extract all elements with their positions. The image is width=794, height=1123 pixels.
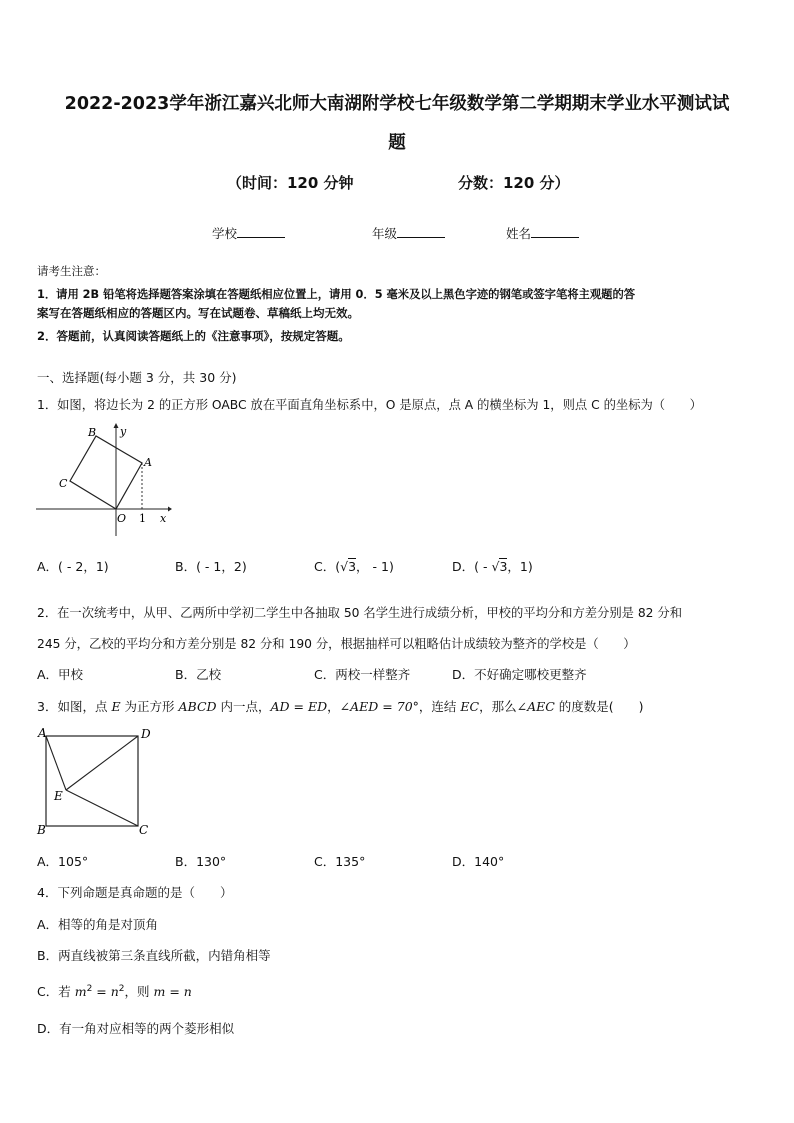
q3-option-a[interactable]: A．105° <box>37 854 89 869</box>
q1-label-x: x <box>160 512 167 525</box>
q3-option-d[interactable]: D．140° <box>452 854 505 869</box>
q2-option-a[interactable]: A．甲校 <box>37 667 84 682</box>
q2-stem-line2: 245 分，乙校的平均分和方差分别是 82 分和 190 分，根据抽样可以粗略估计成绩较为整齐的学校是（ ） <box>37 637 636 651</box>
q1-option-d-post: ，1) <box>507 559 533 574</box>
q3-label-D: D <box>141 727 151 741</box>
q1-option-b[interactable]: B．( - 1，2) <box>175 559 247 574</box>
q4-c-text: ，则 <box>124 984 154 999</box>
q3-stem <box>37 697 644 715</box>
q3-label-C: C <box>139 823 149 837</box>
q1-option-c-post: ， - 1) <box>356 559 394 574</box>
q3-math: ∠AED = 70° <box>339 699 419 714</box>
q1-option-d[interactable] <box>452 557 533 575</box>
q1-option-c[interactable] <box>314 557 394 575</box>
grade-label: 年级 <box>372 226 398 241</box>
q2-option-b[interactable]: B．乙校 <box>175 667 222 682</box>
q1-label-C: C <box>59 477 68 490</box>
q1-option-d-pre: D．( - <box>452 559 492 574</box>
q3-text: 3．如图，点 <box>37 699 112 714</box>
exam-score: 分数：120 分） <box>458 174 570 192</box>
q4-c-var: m <box>74 984 87 999</box>
sqrt-icon: √ <box>491 559 500 574</box>
q3-var: EC <box>460 699 480 714</box>
notice-heading: 请考生注意： <box>37 264 106 278</box>
q3-math: ∠AEC <box>516 699 555 714</box>
q3-option-b[interactable]: B．130° <box>175 854 227 869</box>
q3-option-c[interactable]: C．135° <box>314 854 366 869</box>
q1-stem: 1．如图，将边长为 2 的正方形 OABC 放在平面直角坐标系中，O 是原点，点 A 的横坐标为 1，则点 C 的坐标为（ ） <box>37 398 702 412</box>
exam-time: （时间：120 分钟 <box>227 174 354 192</box>
notice-line1: 1．请用 2B 铅笔将选择题答案涂填在答题纸相应位置上，请用 0．5 毫米及以上黑色字迹的钢笔或签字笔将主观题的答 <box>37 288 636 301</box>
q3-label-E: E <box>54 789 63 803</box>
sqrt-icon: √ <box>340 559 349 574</box>
school-label: 学校 <box>212 226 238 241</box>
q4-c-math: m = n <box>153 984 192 999</box>
notice-line2: 案写在答题纸相应的答题区内。写在试题卷、草稿纸上均无效。 <box>37 306 359 320</box>
q4-c-text: C．若 <box>37 984 75 999</box>
q4-stem: 4．下列命题是真命题的是（ ） <box>37 885 233 900</box>
q4-c-var: n <box>110 984 119 999</box>
q3-text: 的度数是( ) <box>554 699 644 714</box>
exam-title-line2: 题 <box>388 133 406 153</box>
grade-blank[interactable] <box>397 225 445 238</box>
q3-figure <box>36 724 156 840</box>
section-heading: 一、选择题(每小题 3 分，共 30 分) <box>37 370 237 385</box>
q3-var: ABCD <box>178 699 217 714</box>
name-field[interactable] <box>506 224 579 242</box>
q3-text: 为正方形 <box>120 699 179 714</box>
q3-label-B: B <box>37 823 46 837</box>
q3-text: ，连结 <box>418 699 461 714</box>
q4-option-d[interactable]: D．有一角对应相等的两个菱形相似 <box>37 1021 235 1036</box>
q1-label-B: B <box>88 426 97 439</box>
name-label: 姓名 <box>506 226 532 241</box>
q3-math: AD = ED <box>270 699 328 714</box>
name-blank[interactable] <box>531 225 579 238</box>
exam-title-line1: 2022-2023学年浙江嘉兴北师大南湖附学校七年级数学第二学期期末学业水平测试试 <box>64 94 730 114</box>
grade-field[interactable] <box>372 224 445 242</box>
q1-label-1: 1 <box>139 512 146 525</box>
notice-line3: 2．答题前，认真阅读答题纸上的《注意事项》，按规定答题。 <box>37 329 350 343</box>
q3-text: 内一点， <box>216 699 271 714</box>
q1-option-a[interactable]: A．( - 2，1) <box>37 559 109 574</box>
q1-label-O: O <box>117 512 127 525</box>
q4-option-b[interactable]: B．两直线被第三条直线所截，内错角相等 <box>37 948 271 963</box>
q2-stem-line1: 2．在一次统考中，从甲、乙两所中学初二学生中各抽取 50 名学生进行成绩分析，甲校的平均分和方差分别是 82 分和 <box>37 606 683 620</box>
q3-text: ，那么 <box>479 699 517 714</box>
q1-option-c-radicand: 3 <box>348 559 357 574</box>
q2-option-d[interactable]: D．不好确定哪校更整齐 <box>452 667 587 682</box>
q4-c-exp: 2 <box>86 983 93 994</box>
q4-option-a[interactable]: A．相等的角是对顶角 <box>37 917 159 932</box>
q1-option-c-pre: C．( <box>314 559 341 574</box>
q2-option-c[interactable]: C．两校一样整齐 <box>314 667 411 682</box>
school-blank[interactable] <box>237 225 285 238</box>
q3-label-A: A <box>38 726 47 740</box>
q3-text: ， <box>327 699 340 714</box>
q1-label-y: y <box>120 425 127 438</box>
school-field[interactable] <box>212 224 285 242</box>
q1-label-A: A <box>144 456 152 469</box>
q1-option-d-radicand: 3 <box>499 559 508 574</box>
q4-option-c[interactable] <box>37 982 192 1000</box>
q4-c-exp: 2 <box>118 983 125 994</box>
q1-figure <box>36 420 176 538</box>
q4-c-text: = <box>92 984 111 999</box>
q3-var: E <box>111 699 121 714</box>
